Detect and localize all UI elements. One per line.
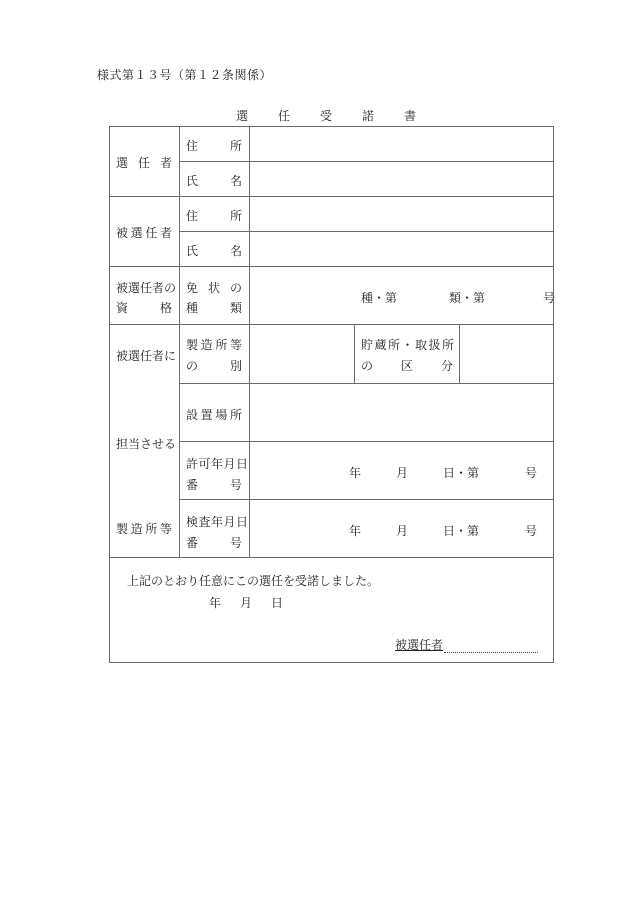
signature-dotted-line	[444, 640, 538, 653]
storage-class-field[interactable]	[460, 325, 553, 383]
facility-type-label-line1: 製 造 所 等	[186, 338, 242, 352]
assigned-facility-label-line1: 被選任者に	[116, 349, 177, 363]
appointer-label: 選 任 者	[116, 156, 172, 170]
location-field[interactable]	[250, 384, 553, 441]
appointer-address-label: 住 所	[186, 139, 242, 153]
appointee-label: 被 選 任 者	[116, 226, 172, 240]
row-divider	[179, 499, 554, 500]
row-divider	[179, 441, 554, 442]
title-char: 諾	[362, 109, 375, 123]
table-border-left	[109, 126, 110, 663]
appointee-name-field[interactable]	[250, 232, 553, 266]
col-divider-3	[354, 324, 355, 383]
col-divider-1	[179, 126, 180, 557]
inspection-date-label-line1: 検査年月日	[186, 515, 249, 529]
assigned-facility-label-line3: 製 造 所 等	[116, 522, 172, 536]
location-label: 設 置 場 所	[186, 408, 242, 422]
permit-date-label-line2: 番 号	[186, 478, 242, 492]
table-border-right	[553, 126, 554, 663]
facility-type-field[interactable]	[250, 325, 354, 383]
storage-class-label-line1: 貯蔵所・取扱所	[361, 338, 456, 352]
form-number: 様式第１３号（第１２条関係）	[97, 68, 273, 82]
storage-class-label-line2: の 区 分	[361, 359, 453, 373]
facility-type-label-line2: の 別	[186, 359, 242, 373]
row-divider	[109, 266, 554, 267]
appointee-address-field[interactable]	[250, 197, 553, 231]
title-char: 任	[278, 109, 291, 123]
license-type-value[interactable]: 種・第 類・第 号	[361, 291, 556, 305]
document-title	[236, 107, 446, 124]
license-type-label-line2: 種 類	[186, 301, 242, 315]
qualification-label-line1: 被選任者の	[116, 281, 177, 295]
title-char: 受	[320, 109, 333, 123]
title-char: 選	[236, 109, 249, 123]
appointer-name-label: 氏 名	[186, 174, 242, 188]
assigned-facility-label-line2: 担当させる	[116, 437, 177, 451]
acceptance-statement: 上記のとおり任意にこの選任を受諾しました。	[127, 574, 380, 588]
appointee-name-label: 氏 名	[186, 244, 242, 258]
title-char: 書	[404, 109, 417, 123]
inspection-date-label-line2: 番 号	[186, 536, 242, 550]
appointee-address-label: 住 所	[186, 209, 242, 223]
license-type-label-line1: 免 状 の	[186, 281, 242, 295]
table-border-bottom	[109, 662, 554, 663]
appointer-address-field[interactable]	[250, 127, 553, 161]
row-divider	[109, 557, 554, 558]
signer-label: 被選任者	[395, 638, 444, 652]
appointee-signature-line[interactable]	[395, 636, 538, 653]
acceptance-date[interactable]: 年 月 日	[209, 596, 284, 610]
qualification-label-line2: 資 格	[116, 301, 172, 315]
permit-date-label-line1: 許可年月日	[186, 457, 249, 471]
appointer-name-field[interactable]	[250, 162, 553, 196]
